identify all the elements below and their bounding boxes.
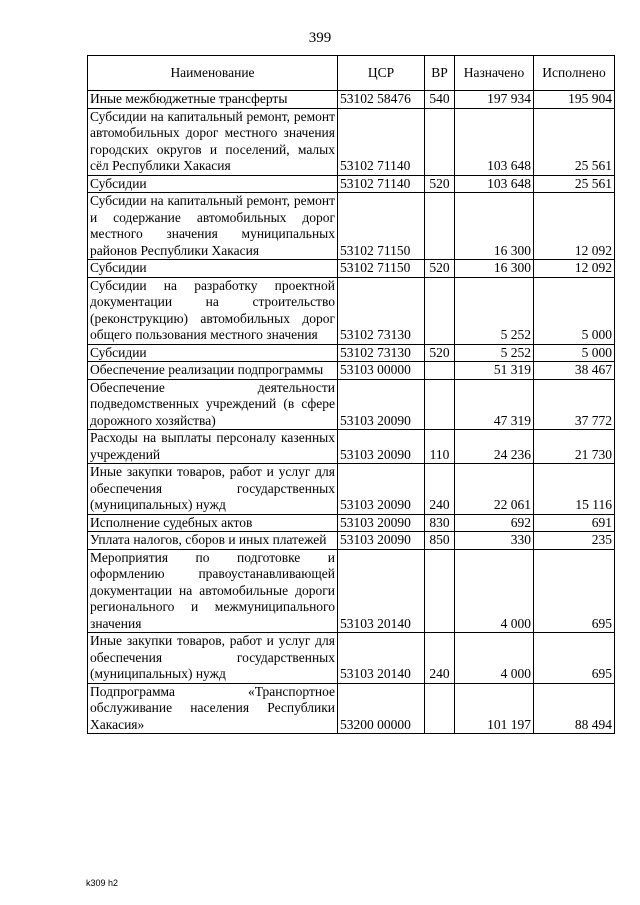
row-name: Обеспечение деятельности подведомственных учреждений (в сфере дорожного хозяйства) bbox=[88, 379, 338, 430]
row-vr: 240 bbox=[425, 464, 455, 515]
table-row bbox=[88, 362, 615, 380]
row-assigned: 101 197 bbox=[455, 683, 534, 734]
row-vr: 520 bbox=[425, 260, 455, 278]
row-assigned: 5 252 bbox=[455, 277, 534, 344]
row-vr: 240 bbox=[425, 633, 455, 684]
row-name: Расходы на выплаты персоналу казенных учреждений bbox=[88, 430, 338, 464]
row-csr: 53102 71140 bbox=[338, 175, 425, 193]
budget-table bbox=[87, 55, 615, 734]
table-row bbox=[88, 108, 615, 175]
row-name: Субсидии на разработку проектной документации на строительство (реконструкцию) автомобильных дорог общего пользования местного значения bbox=[88, 277, 338, 344]
row-name: Иные закупки товаров, работ и услуг для обеспечения государственных (муниципальных) нужд bbox=[88, 464, 338, 515]
table-header-row bbox=[88, 56, 615, 91]
row-assigned: 22 061 bbox=[455, 464, 534, 515]
row-csr: 53103 20140 bbox=[338, 633, 425, 684]
row-executed: 695 bbox=[534, 549, 615, 633]
row-csr: 53103 20090 bbox=[338, 532, 425, 550]
footer-code: k309 h2 bbox=[86, 878, 119, 888]
row-vr: 520 bbox=[425, 175, 455, 193]
table-row bbox=[88, 175, 615, 193]
row-vr bbox=[425, 379, 455, 430]
table-row bbox=[88, 344, 615, 362]
row-executed: 5 000 bbox=[534, 344, 615, 362]
row-name: Субсидии на капитальный ремонт, ремонт автомобильных дорог местного значения городских округов и поселений, малых сёл Республики Хакасия bbox=[88, 108, 338, 175]
row-csr: 53200 00000 bbox=[338, 683, 425, 734]
row-executed: 235 bbox=[534, 532, 615, 550]
row-assigned: 4 000 bbox=[455, 633, 534, 684]
row-csr: 53102 73130 bbox=[338, 344, 425, 362]
row-vr bbox=[425, 683, 455, 734]
row-csr: 53103 20090 bbox=[338, 379, 425, 430]
row-executed: 21 730 bbox=[534, 430, 615, 464]
row-assigned: 47 319 bbox=[455, 379, 534, 430]
table-row bbox=[88, 633, 615, 684]
row-executed: 12 092 bbox=[534, 260, 615, 278]
row-assigned: 197 934 bbox=[455, 91, 534, 109]
row-vr bbox=[425, 362, 455, 380]
row-executed: 12 092 bbox=[534, 193, 615, 260]
row-name: Субсидии bbox=[88, 260, 338, 278]
row-assigned: 103 648 bbox=[455, 175, 534, 193]
table-row bbox=[88, 277, 615, 344]
table-row bbox=[88, 514, 615, 532]
table-body bbox=[88, 91, 615, 734]
row-vr: 520 bbox=[425, 344, 455, 362]
row-assigned: 692 bbox=[455, 514, 534, 532]
row-name: Исполнение судебных актов bbox=[88, 514, 338, 532]
row-vr bbox=[425, 193, 455, 260]
table-row bbox=[88, 549, 615, 633]
table-row bbox=[88, 430, 615, 464]
row-vr bbox=[425, 549, 455, 633]
row-executed: 88 494 bbox=[534, 683, 615, 734]
row-csr: 53102 73130 bbox=[338, 277, 425, 344]
row-assigned: 103 648 bbox=[455, 108, 534, 175]
page-number: 399 bbox=[308, 30, 332, 46]
row-executed: 195 904 bbox=[534, 91, 615, 109]
row-name: Субсидии bbox=[88, 344, 338, 362]
row-assigned: 16 300 bbox=[455, 193, 534, 260]
row-executed: 15 116 bbox=[534, 464, 615, 515]
header-csr: ЦСР bbox=[338, 56, 425, 91]
header-name: Наименование bbox=[88, 56, 338, 91]
row-csr: 53103 20090 bbox=[338, 514, 425, 532]
row-assigned: 5 252 bbox=[455, 344, 534, 362]
row-assigned: 4 000 bbox=[455, 549, 534, 633]
row-vr: 110 bbox=[425, 430, 455, 464]
table-row bbox=[88, 260, 615, 278]
table-row bbox=[88, 464, 615, 515]
row-name: Иные межбюджетные трансферты bbox=[88, 91, 338, 109]
row-vr: 850 bbox=[425, 532, 455, 550]
row-name: Уплата налогов, сборов и иных платежей bbox=[88, 532, 338, 550]
table-row bbox=[88, 379, 615, 430]
row-name: Мероприятия по подготовке и оформлению правоустанавливающей документации на автомобильные дороги регионального и межмуниципального значения bbox=[88, 549, 338, 633]
row-assigned: 24 236 bbox=[455, 430, 534, 464]
row-executed: 691 bbox=[534, 514, 615, 532]
row-executed: 37 772 bbox=[534, 379, 615, 430]
row-csr: 53102 71150 bbox=[338, 193, 425, 260]
row-vr bbox=[425, 108, 455, 175]
table-row bbox=[88, 193, 615, 260]
row-csr: 53102 71140 bbox=[338, 108, 425, 175]
header-assigned: Назначено bbox=[455, 56, 534, 91]
row-name: Субсидии bbox=[88, 175, 338, 193]
row-name: Обеспечение реализации подпрограммы bbox=[88, 362, 338, 380]
row-executed: 25 561 bbox=[534, 175, 615, 193]
row-csr: 53103 20090 bbox=[338, 464, 425, 515]
header-vr: ВР bbox=[425, 56, 455, 91]
row-csr: 53103 20090 bbox=[338, 430, 425, 464]
row-csr: 53103 20140 bbox=[338, 549, 425, 633]
row-name: Субсидии на капитальный ремонт, ремонт и содержание автомобильных дорог местного значения муниципальных районов Республики Хакасия bbox=[88, 193, 338, 260]
row-name: Иные закупки товаров, работ и услуг для обеспечения государственных (муниципальных) нужд bbox=[88, 633, 338, 684]
row-vr: 540 bbox=[425, 91, 455, 109]
header-executed: Исполнено bbox=[534, 56, 615, 91]
row-vr: 830 bbox=[425, 514, 455, 532]
row-assigned: 51 319 bbox=[455, 362, 534, 380]
row-executed: 695 bbox=[534, 633, 615, 684]
row-name: Подпрограмма «Транспортное обслуживание населения Республики Хакасия» bbox=[88, 683, 338, 734]
row-assigned: 16 300 bbox=[455, 260, 534, 278]
row-vr bbox=[425, 277, 455, 344]
row-executed: 5 000 bbox=[534, 277, 615, 344]
row-executed: 25 561 bbox=[534, 108, 615, 175]
row-executed: 38 467 bbox=[534, 362, 615, 380]
row-csr: 53102 71150 bbox=[338, 260, 425, 278]
row-csr: 53103 00000 bbox=[338, 362, 425, 380]
table-row bbox=[88, 91, 615, 109]
table-row bbox=[88, 532, 615, 550]
row-assigned: 330 bbox=[455, 532, 534, 550]
row-csr: 53102 58476 bbox=[338, 91, 425, 109]
table-row bbox=[88, 683, 615, 734]
